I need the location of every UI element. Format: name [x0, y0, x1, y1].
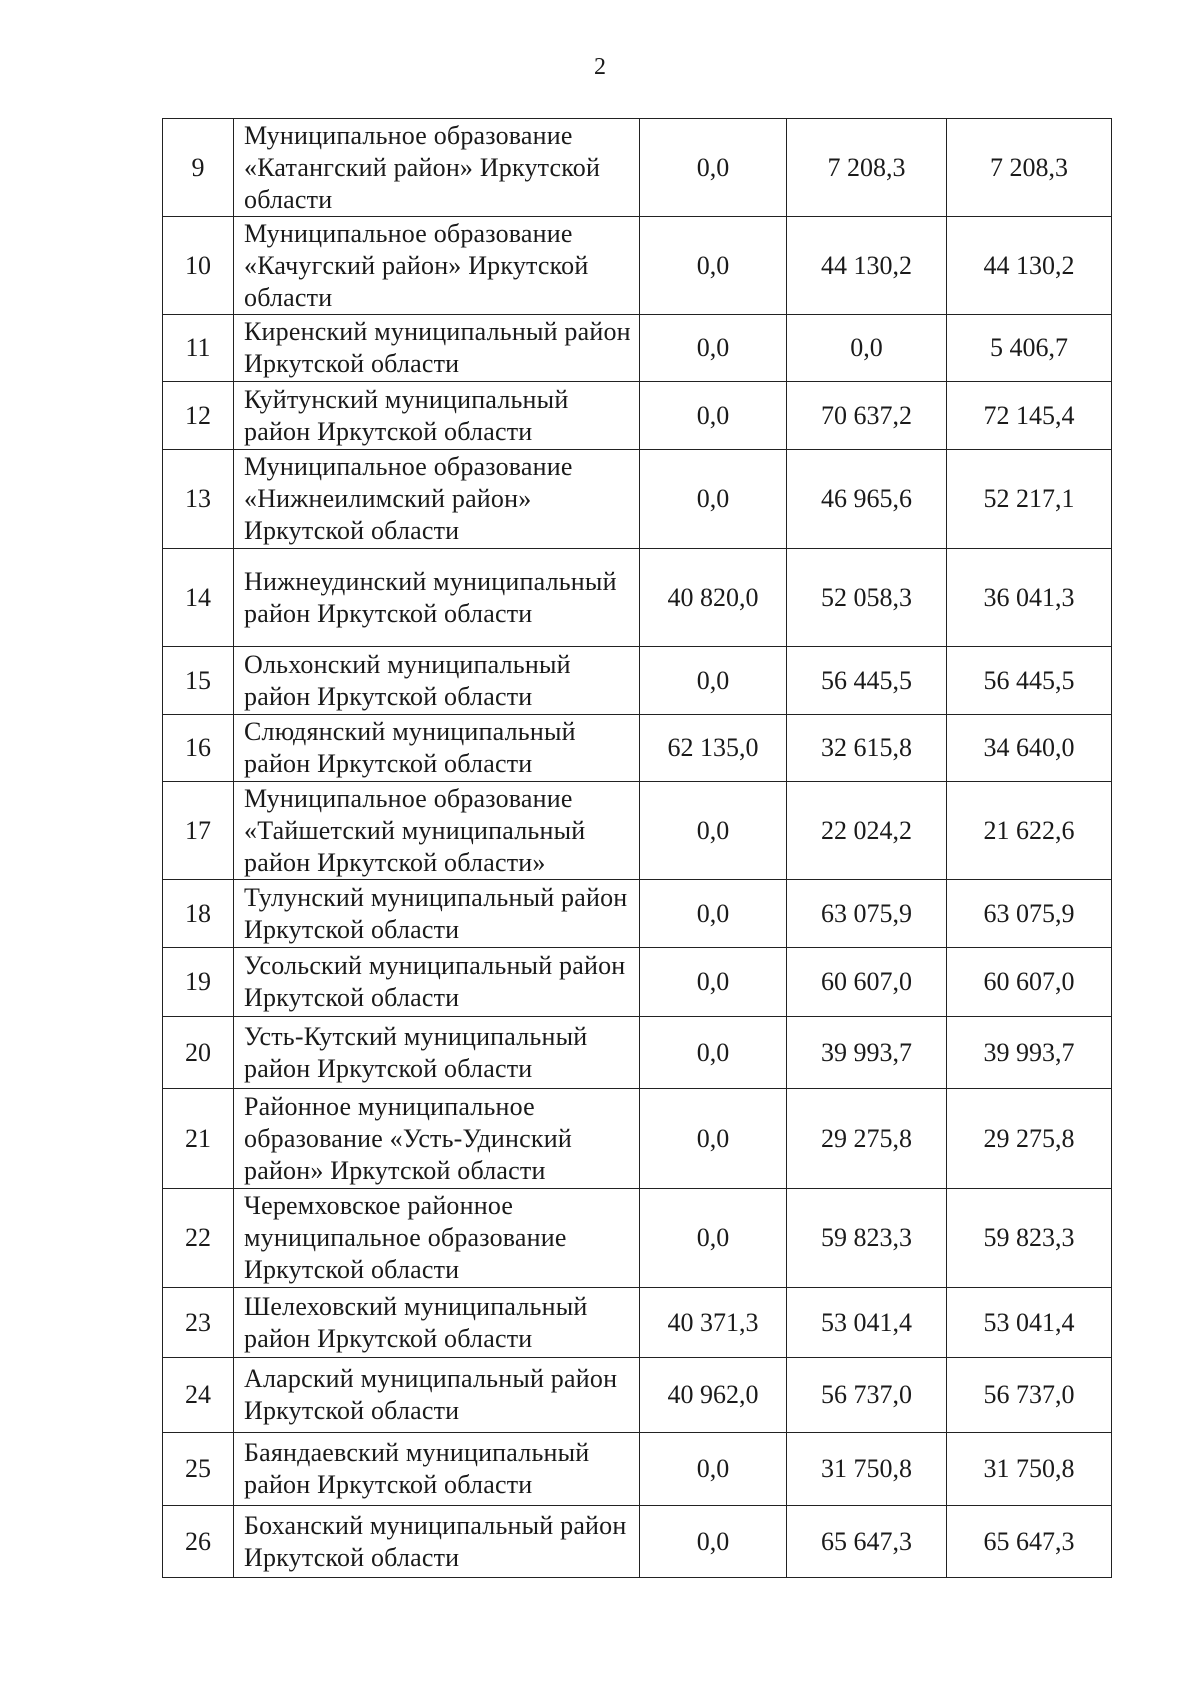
value-col-3: 72 145,4	[947, 382, 1112, 450]
municipality-name: Районное муниципальное образование «Усть-Удинский район» Иркутской области	[234, 1089, 640, 1189]
municipality-name: Ольхонский муниципальный район Иркутской области	[234, 647, 640, 715]
value-col-3: 56 737,0	[947, 1358, 1112, 1433]
row-number: 11	[163, 315, 234, 382]
value-col-3: 7 208,3	[947, 119, 1112, 217]
value-col-1: 0,0	[640, 782, 787, 880]
table-row	[163, 782, 1112, 880]
row-number: 9	[163, 119, 234, 217]
row-number: 22	[163, 1189, 234, 1288]
value-col-1: 0,0	[640, 1017, 787, 1089]
row-number: 16	[163, 715, 234, 782]
value-col-1: 40 962,0	[640, 1358, 787, 1433]
value-col-3: 59 823,3	[947, 1189, 1112, 1288]
value-col-3: 31 750,8	[947, 1433, 1112, 1506]
row-number: 15	[163, 647, 234, 715]
value-col-1: 0,0	[640, 1433, 787, 1506]
value-col-1: 40 371,3	[640, 1288, 787, 1358]
municipality-name: Усольский муниципальный район Иркутской области	[234, 948, 640, 1017]
table-row	[163, 715, 1112, 782]
value-col-1: 0,0	[640, 217, 787, 315]
municipality-name: Черемховское районное муниципальное образование Иркутской области	[234, 1189, 640, 1288]
value-col-3: 5 406,7	[947, 315, 1112, 382]
value-col-3: 29 275,8	[947, 1089, 1112, 1189]
table-row	[163, 1358, 1112, 1433]
municipality-name: Муниципальное образование «Тайшетский муниципальный район Иркутской области»	[234, 782, 640, 880]
municipality-name: Муниципальное образование «Нижнеилимский район» Иркутской области	[234, 450, 640, 549]
allocation-table-body	[163, 119, 1112, 1578]
value-col-2: 29 275,8	[787, 1089, 947, 1189]
value-col-3: 34 640,0	[947, 715, 1112, 782]
allocation-table	[162, 118, 1112, 1578]
row-number: 12	[163, 382, 234, 450]
row-number: 19	[163, 948, 234, 1017]
municipality-name: Аларский муниципальный район Иркутской области	[234, 1358, 640, 1433]
value-col-1: 0,0	[640, 382, 787, 450]
table-row	[163, 217, 1112, 315]
municipality-name: Нижнеудинский муниципальный район Иркутской области	[234, 549, 640, 647]
value-col-2: 52 058,3	[787, 549, 947, 647]
value-col-3: 65 647,3	[947, 1506, 1112, 1578]
value-col-1: 0,0	[640, 1189, 787, 1288]
value-col-3: 60 607,0	[947, 948, 1112, 1017]
municipality-name: Слюдянский муниципальный район Иркутской области	[234, 715, 640, 782]
value-col-1: 0,0	[640, 1089, 787, 1189]
value-col-3: 39 993,7	[947, 1017, 1112, 1089]
value-col-2: 31 750,8	[787, 1433, 947, 1506]
value-col-1: 0,0	[640, 450, 787, 549]
table-row	[163, 119, 1112, 217]
value-col-3: 44 130,2	[947, 217, 1112, 315]
table-row	[163, 1189, 1112, 1288]
value-col-2: 0,0	[787, 315, 947, 382]
value-col-2: 60 607,0	[787, 948, 947, 1017]
table-row	[163, 948, 1112, 1017]
municipality-name: Боханский муниципальный район Иркутской области	[234, 1506, 640, 1578]
value-col-2: 32 615,8	[787, 715, 947, 782]
table-row	[163, 1017, 1112, 1089]
value-col-2: 22 024,2	[787, 782, 947, 880]
row-number: 20	[163, 1017, 234, 1089]
value-col-3: 21 622,6	[947, 782, 1112, 880]
row-number: 24	[163, 1358, 234, 1433]
value-col-2: 70 637,2	[787, 382, 947, 450]
municipality-name: Тулунский муниципальный район Иркутской области	[234, 880, 640, 948]
value-col-1: 0,0	[640, 647, 787, 715]
table-row	[163, 450, 1112, 549]
value-col-2: 7 208,3	[787, 119, 947, 217]
table-row	[163, 315, 1112, 382]
value-col-1: 0,0	[640, 948, 787, 1017]
row-number: 18	[163, 880, 234, 948]
municipality-name: Муниципальное образование «Качугский район» Иркутской области	[234, 217, 640, 315]
value-col-2: 39 993,7	[787, 1017, 947, 1089]
value-col-1: 0,0	[640, 880, 787, 948]
value-col-2: 59 823,3	[787, 1189, 947, 1288]
row-number: 26	[163, 1506, 234, 1578]
municipality-name: Баяндаевский муниципальный район Иркутской области	[234, 1433, 640, 1506]
value-col-1: 0,0	[640, 119, 787, 217]
table-row	[163, 1089, 1112, 1189]
value-col-1: 40 820,0	[640, 549, 787, 647]
value-col-1: 0,0	[640, 1506, 787, 1578]
value-col-1: 62 135,0	[640, 715, 787, 782]
row-number: 25	[163, 1433, 234, 1506]
row-number: 21	[163, 1089, 234, 1189]
municipality-name: Куйтунский муниципальный район Иркутской области	[234, 382, 640, 450]
page-number: 2	[594, 54, 606, 80]
table-row	[163, 549, 1112, 647]
row-number: 13	[163, 450, 234, 549]
row-number: 10	[163, 217, 234, 315]
value-col-3: 53 041,4	[947, 1288, 1112, 1358]
value-col-3: 56 445,5	[947, 647, 1112, 715]
row-number: 14	[163, 549, 234, 647]
value-col-2: 56 445,5	[787, 647, 947, 715]
value-col-1: 0,0	[640, 315, 787, 382]
municipality-name: Усть-Кутский муниципальный район Иркутской области	[234, 1017, 640, 1089]
value-col-2: 56 737,0	[787, 1358, 947, 1433]
table-row	[163, 880, 1112, 948]
municipality-name: Киренский муниципальный район Иркутской области	[234, 315, 640, 382]
table-row	[163, 382, 1112, 450]
row-number: 23	[163, 1288, 234, 1358]
value-col-2: 46 965,6	[787, 450, 947, 549]
value-col-3: 36 041,3	[947, 549, 1112, 647]
table-row	[163, 1288, 1112, 1358]
municipality-name: Шелеховский муниципальный район Иркутской области	[234, 1288, 640, 1358]
table-row	[163, 1506, 1112, 1578]
municipality-name: Муниципальное образование «Катангский район» Иркутской области	[234, 119, 640, 217]
value-col-2: 65 647,3	[787, 1506, 947, 1578]
table-row	[163, 1433, 1112, 1506]
value-col-2: 63 075,9	[787, 880, 947, 948]
row-number: 17	[163, 782, 234, 880]
value-col-3: 63 075,9	[947, 880, 1112, 948]
table-row	[163, 647, 1112, 715]
value-col-2: 44 130,2	[787, 217, 947, 315]
value-col-3: 52 217,1	[947, 450, 1112, 549]
value-col-2: 53 041,4	[787, 1288, 947, 1358]
